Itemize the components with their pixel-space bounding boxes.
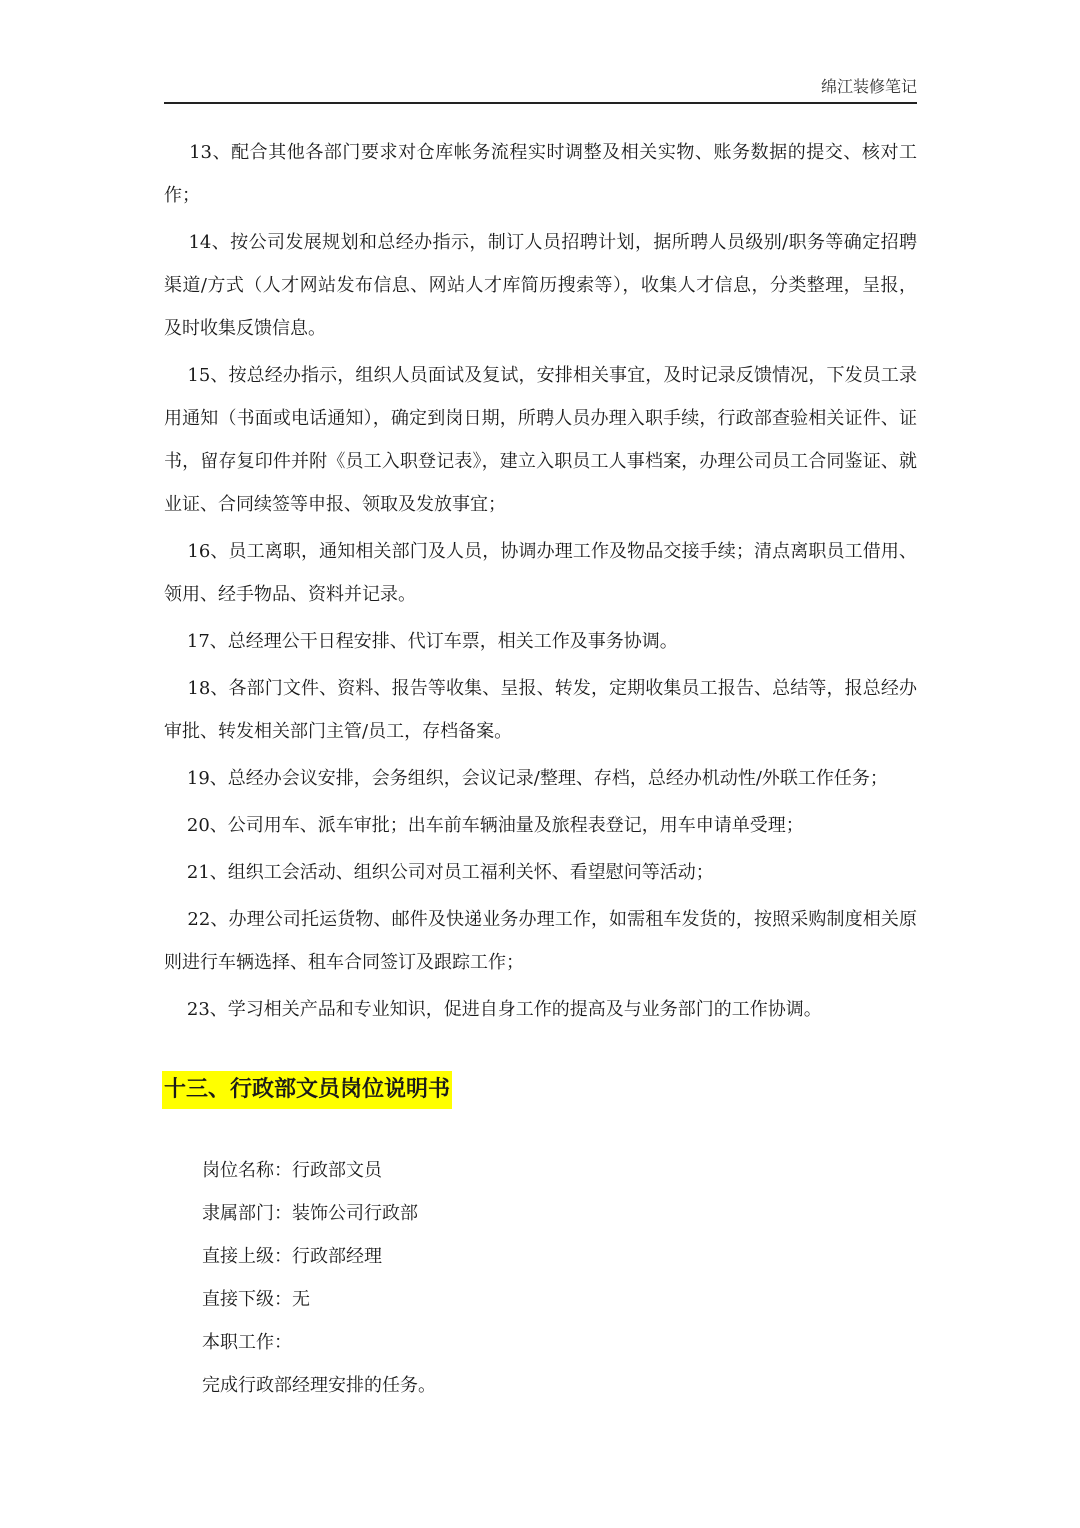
field-department: 隶属部门：装饰公司行政部 [202,1203,418,1224]
paragraph-22: 22、办理公司托运货物、邮件及快递业务办理工作，如需租车发货的，按照采购制度相关原则进行车辆选择、租车合同签订及跟踪工作； [164,909,917,973]
paragraph-23: 23、学习相关产品和专业知识，促进自身工作的提高及与业务部门的工作协调。 [164,999,822,1020]
page-header [164,76,917,104]
paragraph-14: 14、按公司发展规划和总经办指示，制订人员招聘计划，据所聘人员级别/职务等确定招聘渠道/方式（人才网站发布信息、网站人才库简历搜索等），收集人才信息，分类整理，呈报，及时收集反馈信息。 [164,232,917,339]
field-duties-text: 完成行政部经理安排的任务。 [202,1375,436,1396]
header-title: 绵江装修笔记 [820,77,917,96]
paragraph-18: 18、各部门文件、资料、报告等收集、呈报、转发，定期收集员工报告、总结等，报总经办审批、转发相关部门主管/员工，存档备案。 [164,678,917,742]
document-body [164,131,917,1407]
field-job-title: 岗位名称：行政部文员 [202,1160,382,1181]
paragraph-21: 21、组织工会活动、组织公司对员工福利关怀、看望慰问等活动； [164,862,714,883]
field-direct-subordinate: 直接下级：无 [202,1289,310,1310]
paragraph-16: 16、员工离职，通知相关部门及人员，协调办理工作及物品交接手续；清点离职员工借用、领用、经手物品、资料并记录。 [164,541,917,605]
field-duties-label: 本职工作： [202,1332,292,1353]
paragraph-17: 17、总经理公干日程安排、代订车票，相关工作及事务协调。 [164,631,678,652]
paragraph-13: 13、配合其他各部门要求对仓库帐务流程实时调整及相关实物、账务数据的提交、核对工作； [164,142,918,206]
paragraph-20: 20、公司用车、派车审批；出车前车辆油量及旅程表登记，用车申请单受理； [164,815,804,836]
field-direct-superior: 直接上级：行政部经理 [202,1246,382,1267]
paragraph-19: 19、总经办会议安排，会务组织，会议记录/整理、存档，总经办机动性/外联工作任务； [164,768,888,789]
section-title: 十三、行政部文员岗位说明书 [162,1071,452,1109]
paragraph-15: 15、按总经办指示，组织人员面试及复试，安排相关事宜，及时记录反馈情况，下发员工录用通知（书面或电话通知），确定到岗日期，所聘人员办理入职手续，行政部查验相关证件、证书，留存复印件并附《员工入职登记表》，建立入职员工人事档案，办理公司员工合同鉴证、就业证、合同续签等申报、领取及发放事宜； [164,365,917,515]
